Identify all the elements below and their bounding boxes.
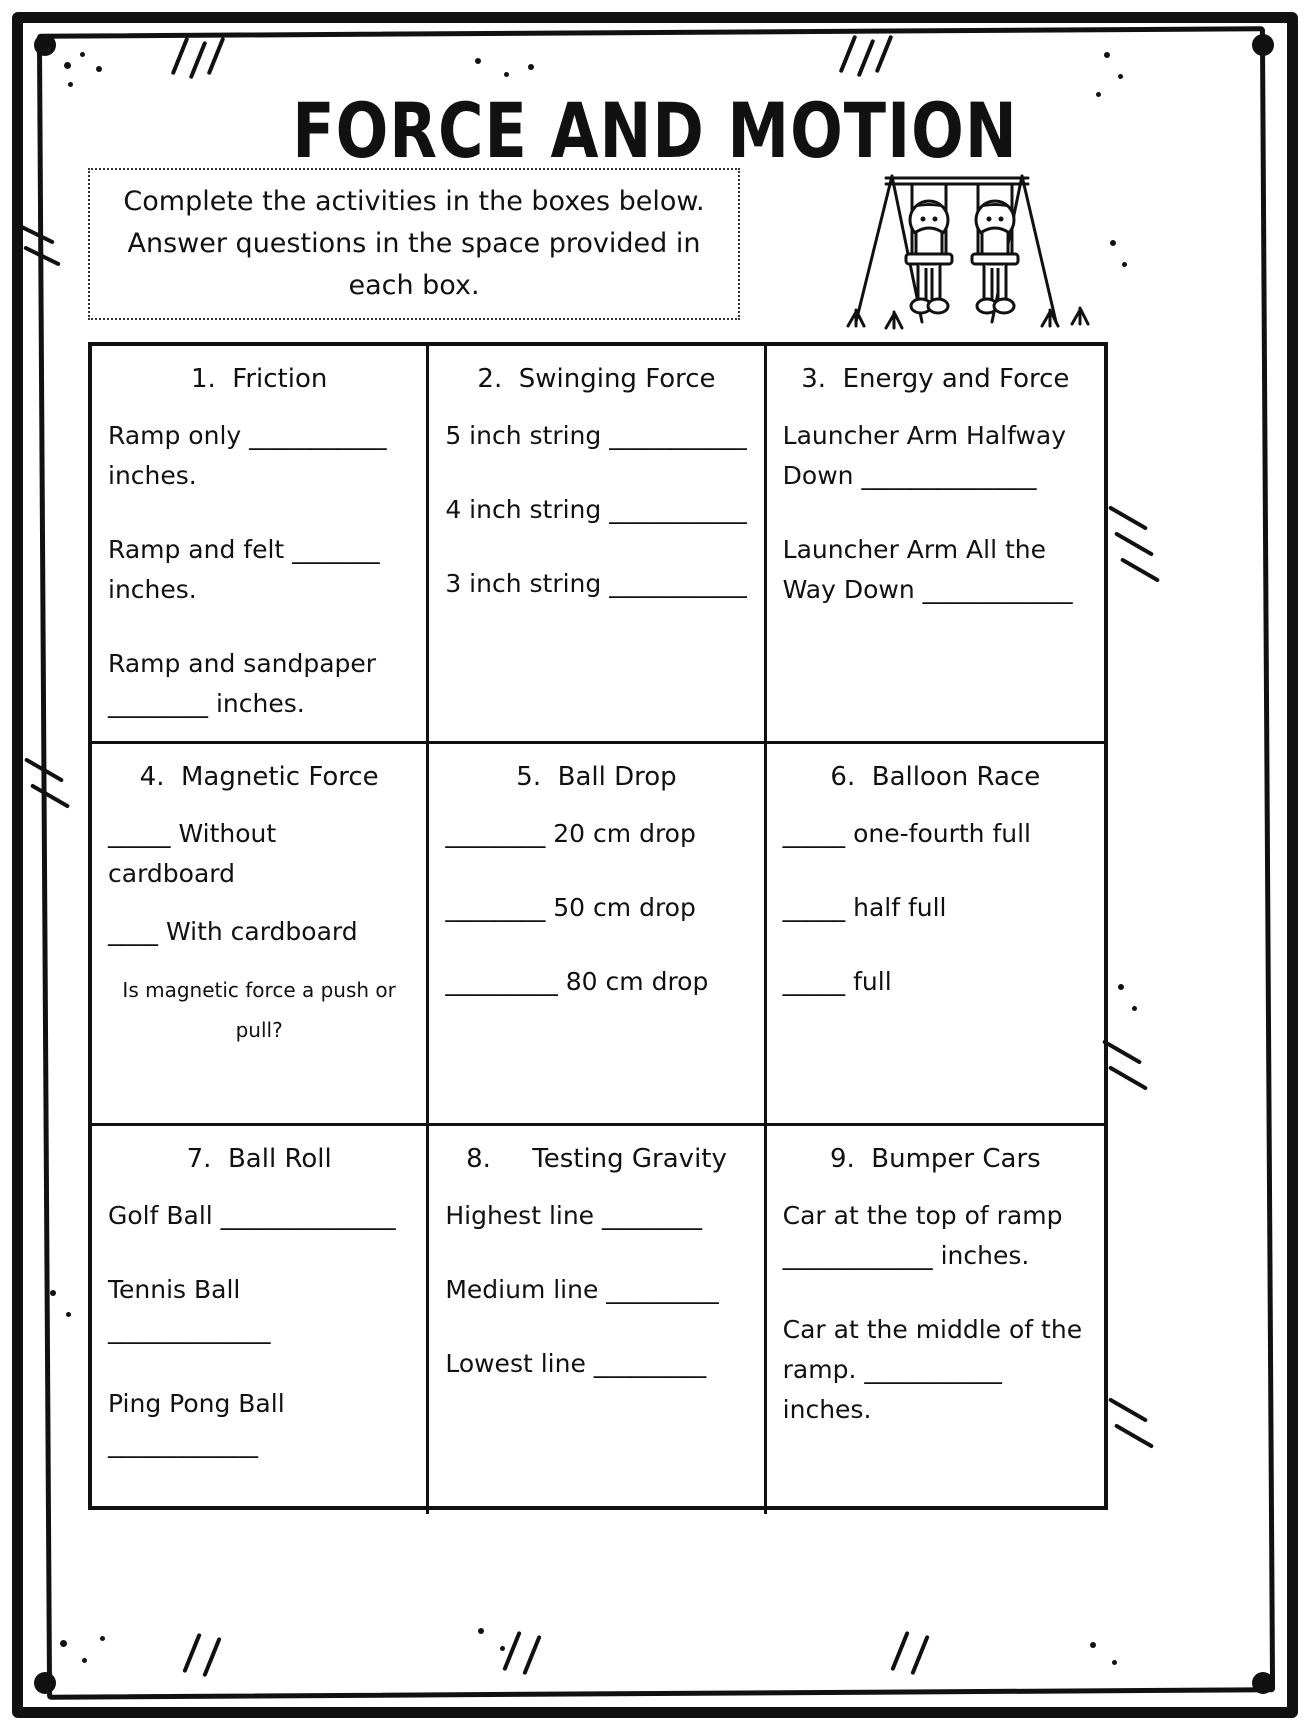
activity-cell-5: [429, 744, 766, 1126]
speck: [1104, 52, 1110, 58]
activity-title-1: 1. Friction: [190, 364, 328, 394]
activity-line: Medium line _________: [445, 1275, 719, 1304]
activity-line: Launcher Arm All the Way Down ____________: [782, 535, 1073, 604]
speck: [1118, 74, 1123, 79]
speck: [64, 62, 71, 69]
corner-dot-bottom-left: [34, 1672, 56, 1694]
activity-line: _____ half full: [782, 893, 947, 922]
activity-line: Golf Ball ______________: [108, 1201, 396, 1230]
speck: [475, 58, 481, 64]
activity-line: Ramp and felt _______ inches.: [108, 535, 380, 604]
activity-cell-2: [429, 346, 766, 744]
speck: [100, 1636, 105, 1641]
corner-dot-top-right: [1252, 34, 1274, 56]
corner-dot-bottom-right: [1252, 1672, 1274, 1694]
speck: [500, 1646, 505, 1651]
activity-cell-4: [92, 744, 429, 1126]
speck: [504, 72, 509, 77]
speck: [66, 1312, 71, 1317]
activity-line: _________ 80 cm drop: [445, 967, 709, 996]
instructions-box: [88, 168, 740, 320]
activity-line: ________ 50 cm drop: [445, 893, 696, 922]
activity-title-5: 5. Ball Drop: [516, 762, 677, 792]
activity-title-7: 7. Ball Roll: [186, 1144, 332, 1174]
activity-line: _____ one-fourth full: [782, 819, 1031, 848]
activity-line: Car at the middle of the ramp. ___________ inches.: [782, 1315, 1083, 1424]
activity-line: 3 inch string ___________: [445, 569, 747, 598]
activity-line: Car at the top of ramp ____________ inches.: [782, 1201, 1063, 1270]
activity-line: Launcher Arm Halfway Down ______________: [782, 421, 1067, 490]
activity-title-2: 2. Swinging Force: [477, 364, 716, 394]
speck: [1090, 1642, 1096, 1648]
activity-cell-6: [767, 744, 1104, 1126]
speck: [82, 1658, 87, 1663]
activity-line: Lowest line _________: [445, 1349, 707, 1378]
speck: [478, 1628, 484, 1634]
speck: [96, 66, 102, 72]
activity-line: _____ full: [782, 967, 892, 996]
activity-line: ________ 20 cm drop: [445, 819, 696, 848]
activity-title-4: 4. Magnetic Force: [139, 762, 379, 792]
speck: [1122, 262, 1127, 267]
activity-cell-1: [92, 346, 429, 744]
speck: [60, 1640, 67, 1647]
corner-dot-top-left: [34, 34, 56, 56]
instructions-text: Complete the activities in the boxes below. Answer questions in the space provided in each box.: [123, 186, 705, 301]
activity-title-9: 9. Bumper Cars: [829, 1144, 1041, 1174]
activity-title-6: 6. Balloon Race: [830, 762, 1041, 792]
children-on-swing-set-illustration: [826, 150, 1116, 340]
activity-line: 4 inch string ___________: [445, 495, 747, 524]
activity-cell-3: [767, 346, 1104, 744]
activity-title-3: 3. Energy and Force: [801, 364, 1070, 394]
activity-cell-7: [92, 1126, 429, 1514]
activity-line: ____ With cardboard: [108, 917, 358, 946]
activity-line: Tennis Ball _____________: [108, 1275, 271, 1344]
activity-line: _____ Without cardboard: [108, 819, 277, 888]
activity-title-8: 8. Testing Gravity: [466, 1144, 727, 1174]
activity-line: Highest line ________: [445, 1201, 703, 1230]
page-title: FORCE AND MOTION: [292, 86, 1018, 176]
speck: [528, 64, 534, 70]
speck: [1132, 1006, 1137, 1011]
activity-cell-8: [429, 1126, 766, 1514]
activity-line: Ping Pong Ball ____________: [108, 1389, 285, 1458]
activity-line: Ramp only ___________ inches.: [108, 421, 387, 490]
speck: [50, 1290, 56, 1296]
speck: [80, 52, 85, 57]
activities-grid: [88, 342, 1108, 1510]
activity-line: Ramp and sandpaper ________ inches.: [108, 649, 377, 718]
speck: [1112, 1660, 1117, 1665]
activity-cell-9: [767, 1126, 1104, 1514]
activity-line: 5 inch string ___________: [445, 421, 747, 450]
speck: [1118, 984, 1124, 990]
activity-note: Is magnetic force a push or pull?: [122, 978, 396, 1042]
